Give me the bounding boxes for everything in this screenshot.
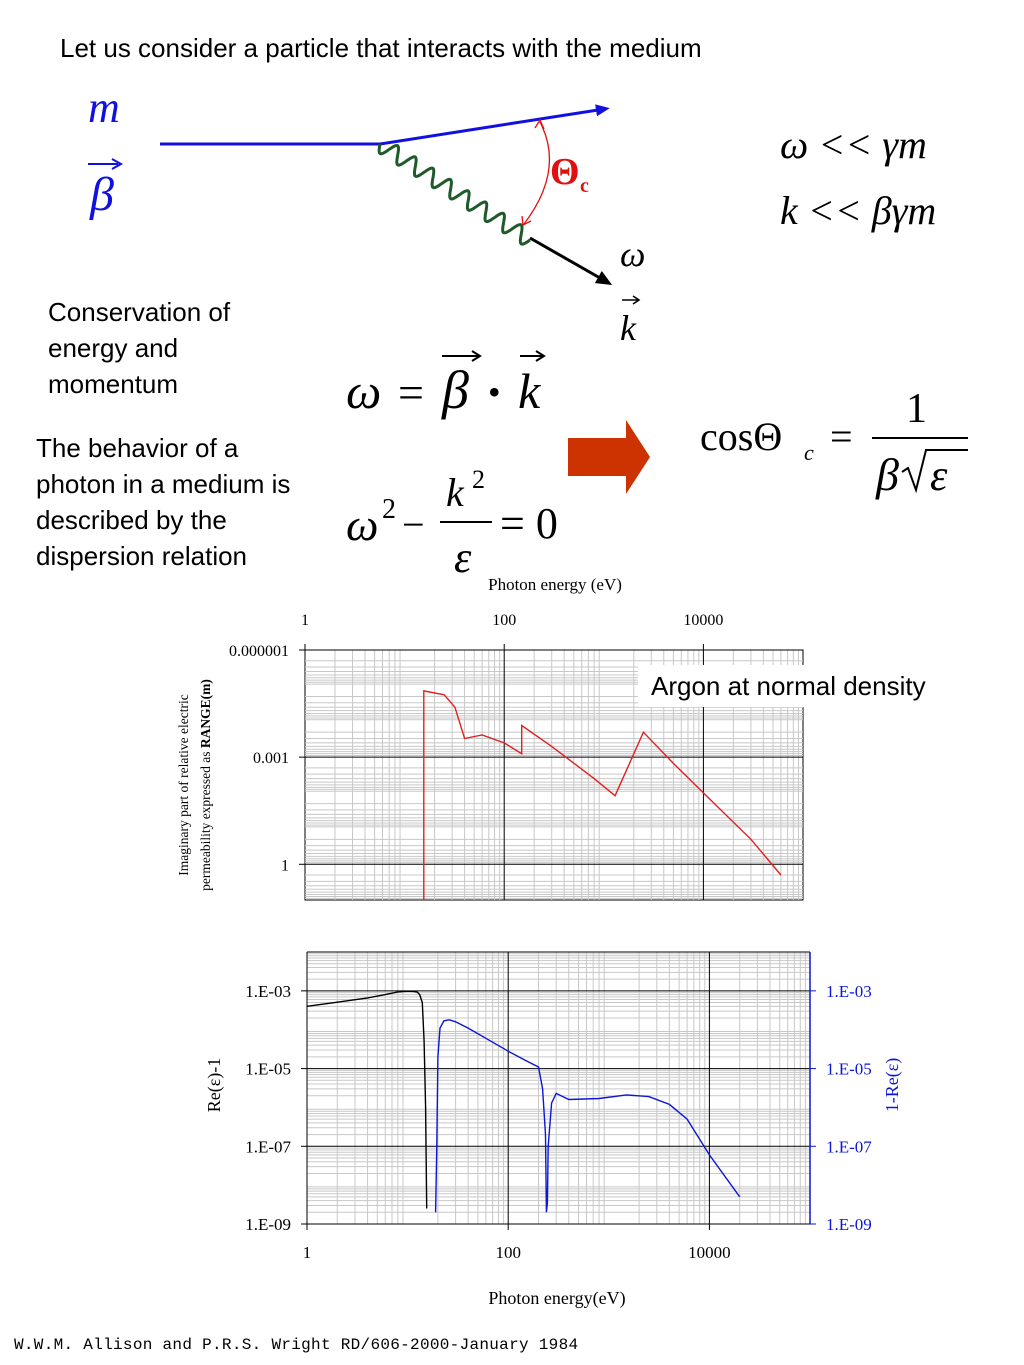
cherenkov-angle-subscript: c [580,175,589,197]
chart2-left-y-tick-label: 1.E-09 [245,1215,291,1234]
dispersion-text: The behavior of a photon in a medium is described by the dispersion relation [36,433,291,571]
eq1-dot: • [488,372,501,412]
chart2-right-y-tick-label: 1.E-07 [826,1137,872,1157]
angle-arc [524,122,549,224]
chart2-x-tick-label: 100 [495,1243,521,1262]
chart1-y-axis-label-line2: permeability expressed as RANGE(m) [198,679,213,891]
chart1-x-tick-label: 10000 [683,612,724,629]
chart1-x-axis-label: Photon energy (eV) [488,575,622,594]
chart1-y-tick-label: 0.000001 [229,643,289,660]
mass-symbol: m [88,83,120,132]
chart1-y-tick-label: 0.001 [253,750,289,768]
omega-symbol: ω [620,234,646,274]
real-permeability-chart [0,940,1024,1320]
eq1-k: k [518,363,541,419]
k-symbol: k [620,308,636,348]
chart1-y-tick-label: 1 [281,857,289,875]
result-equals: = [830,414,853,459]
chart1-x-tick-label: 100 [492,612,517,629]
particle-track [160,110,598,144]
eq2-denominator-epsilon: ε [454,533,472,582]
eq2-numerator-k: k [446,470,464,515]
eq2-rhs: = 0 [500,499,558,548]
chart2-left-y-tick-label: 1.E-03 [245,981,291,1001]
chart2-series [307,991,740,1212]
photon-wave [379,144,530,244]
chart2-grid [307,952,810,1224]
chart2-left-y-axis-label: Re(ε)-1 [204,1057,224,1113]
result-theta-subscript: c [804,440,814,465]
result-epsilon: ε [930,451,948,500]
beta-symbol: β [90,168,114,221]
chart1-annotation: Argon at normal density [651,671,926,701]
eq2-minus: − [402,502,425,547]
eq1-beta: β [442,360,469,420]
chart1-series-line [424,691,781,900]
conservation-text: Conservation of energy and momentum [48,297,231,399]
citation-footer: W.W.M. Allison and P.R.S. Wright RD/606-2000-January 1984 [14,1336,579,1354]
eq1-omega: ω [346,363,382,419]
eq2-omega: ω [346,499,379,550]
chart1-series [424,691,781,900]
eq2-omega-square: 2 [382,494,396,525]
implies-arrow [568,420,650,494]
equations-area [330,340,1010,590]
cherenkov-angle-symbol: Θ [550,151,580,193]
chart2-x-tick-label: 1 [302,1243,312,1262]
chart2-right-y-tick-label: 1.E-03 [826,981,872,1001]
chart1-x-tick-label: 1 [301,612,309,629]
result-cos-theta: cosΘ [700,414,783,459]
chart2-left-y-tick-label: 1.E-07 [245,1137,291,1157]
chart2-right-y-tick-label: 1.E-09 [826,1215,872,1234]
result-numerator: 1 [906,386,927,432]
eq2-numerator-square: 2 [472,465,485,494]
condition-omega: ω << γm [780,122,927,167]
condition-k: k << βγm [780,188,937,233]
chart2-x-axis-label: Photon energy(eV) [488,1288,626,1308]
chart1-y-axis-label-line1: Imaginary part of relative electric [176,694,191,876]
chart2-left-y-tick-label: 1.E-05 [245,1059,291,1079]
chart2-series-line [307,991,427,1208]
chart2-ticks [245,982,872,1262]
chart2-x-tick-label: 10000 [688,1243,731,1262]
interaction-diagram [0,0,1024,360]
result-beta: β [876,449,899,500]
intro-text: Let us consider a particle that interacts with the medium [60,33,702,63]
chart2-right-y-tick-label: 1.E-05 [826,1059,872,1079]
eq1-equals: = [398,367,424,418]
imaginary-permeability-chart [0,570,1024,910]
photon-momentum-arrow [530,238,600,278]
chart2-right-y-axis-label: 1-Re(ε) [882,1057,902,1113]
